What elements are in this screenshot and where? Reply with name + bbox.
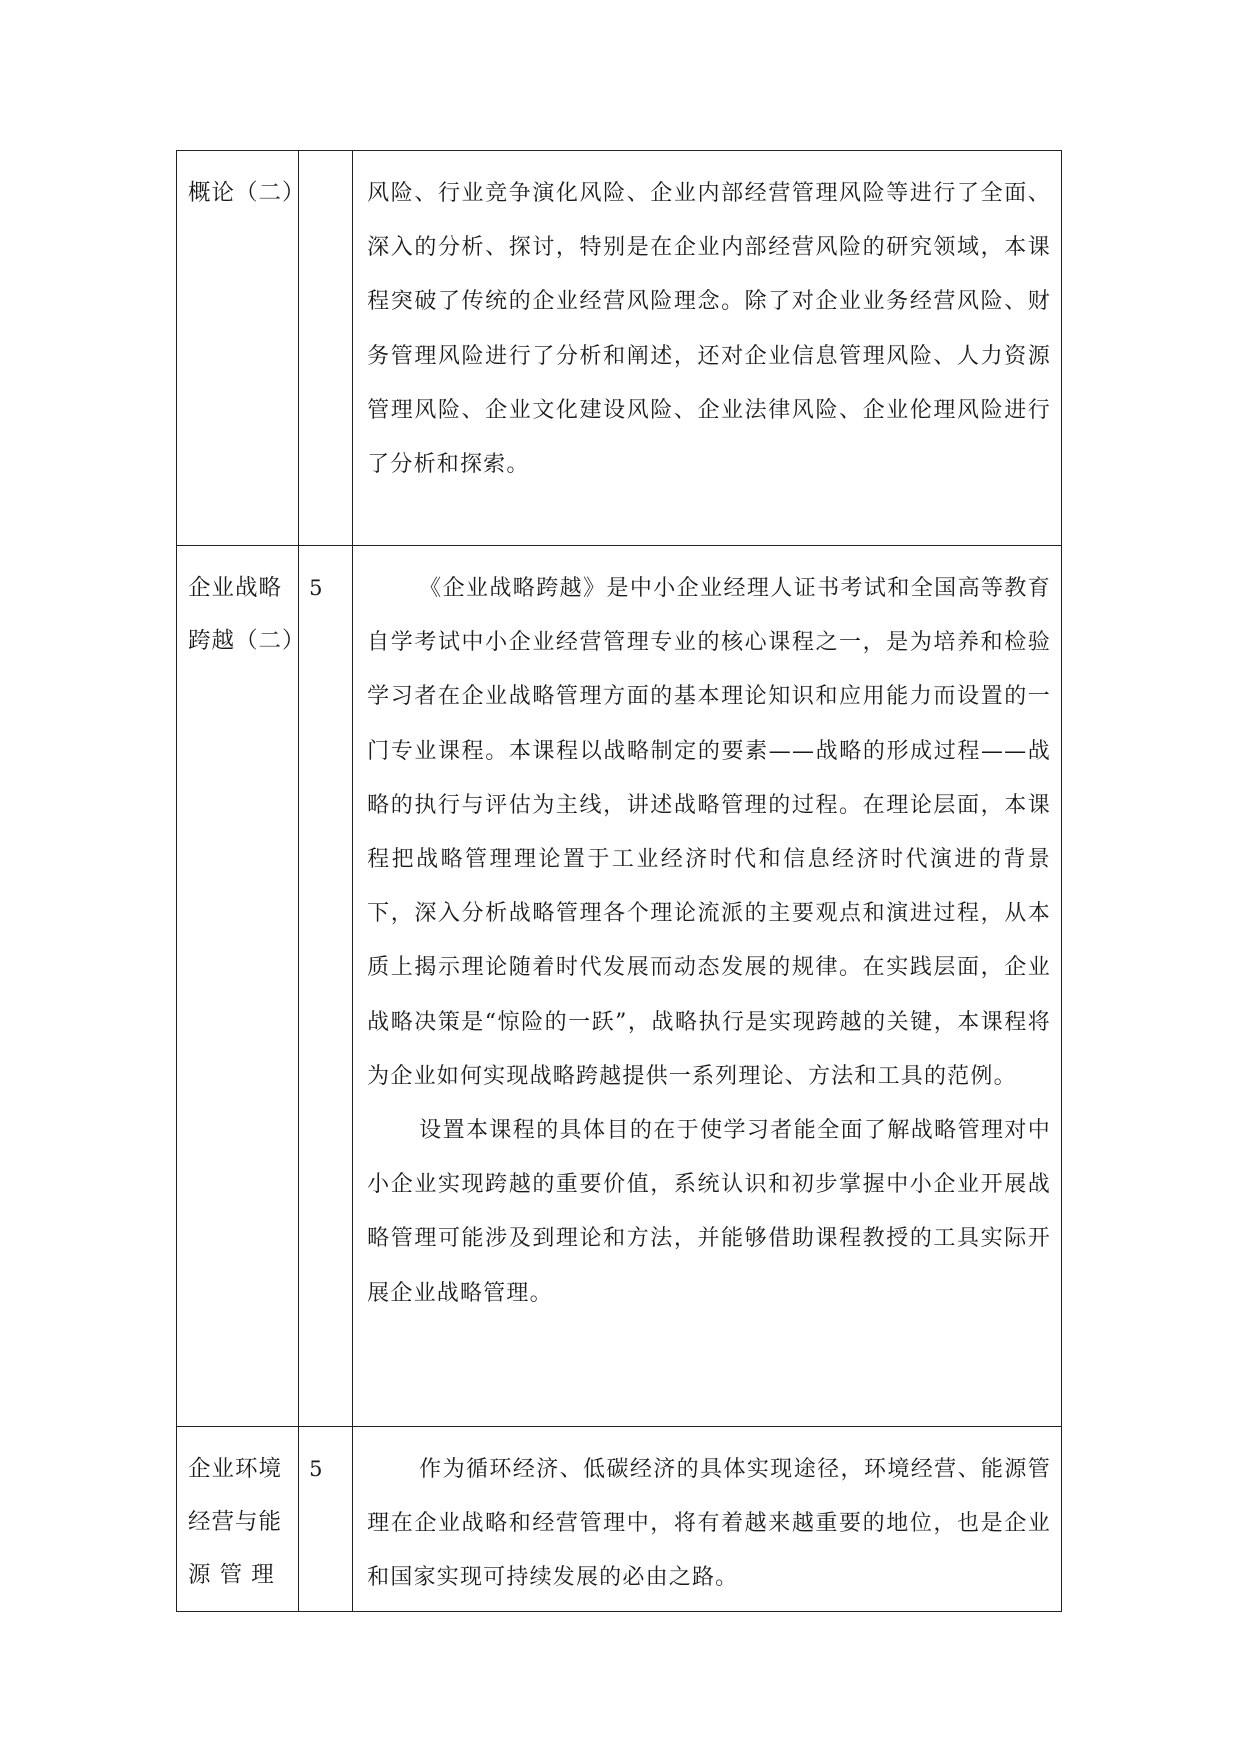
course-name-cell: [177, 1427, 299, 1612]
credit-cell: [299, 546, 353, 1427]
course-name-line: 企业战略: [188, 575, 283, 601]
course-name-line: 概论（二）: [188, 180, 306, 206]
course-name-cell: [177, 151, 306, 546]
course-name-cell: [177, 546, 306, 1427]
course-name-line: 企业环境: [188, 1456, 283, 1482]
table-row: [177, 546, 1062, 1427]
course-name-line: 源 管 理: [188, 1562, 275, 1588]
table-row: [177, 1427, 1062, 1612]
description-paragraph: 作为循环经济、低碳经济的具体实现途径，环境经营、能源管理在企业战略和经营管理中，将有着越来越重要的地位，也是企业和国家实现可持续发展的必由之路。: [367, 1457, 1051, 1591]
description-paragraph: 风险、行业竞争演化风险、企业内部经营管理风险等进行了全面、深入的分析、探讨，特别是在企业内部经营风险的研究领域，本课程突破了传统的企业经营风险理念。除了对企业业务经营风险、财务管理风险进行了分析和阐述，还对企业信息管理风险、人力资源管理风险、企业文化建设风险、企业法律风险、企业伦理风险进行了分析和探索。: [367, 181, 1051, 478]
description-cell: [353, 546, 1062, 1427]
description-paragraph: 设置本课程的具体目的在于使学习者能全面了解战略管理对中小企业实现跨越的重要价值，系统认识和初步掌握中小企业开展战略管理可能涉及到理论和方法，并能够借助课程教授的工具实际开展企业战略管理。: [367, 1118, 1051, 1306]
course-name-line: 跨越（二）: [188, 628, 306, 654]
description-cell: [353, 1427, 1062, 1612]
description-paragraph: 《企业战略跨越》是中小企业经理人证书考试和全国高等教育自学考试中小企业经营管理专业的核心课程之一，是为培养和检验学习者在企业战略管理方面的基本理论知识和应用能力而设置的一门专业课程。本课程以战略制定的要素——战略的形成过程——战略的执行与评估为主线，讲述战略管理的过程。在理论层面，本课程把战略管理理论置于工业经济时代和信息经济时代演进的背景下，深入分析战略管理各个理论流派的主要观点和演进过程，从本质上揭示理论随着时代发展而动态发展的规律。在实践层面，企业战略决策是“惊险的一跃”，战略执行是实现跨越的关键，本课程将为企业如何实现战略跨越提供一系列理论、方法和工具的范例。: [367, 576, 1051, 1089]
credit-value: 5: [309, 576, 323, 600]
course-name-line: 经营与能: [188, 1509, 283, 1535]
credit-cell: [299, 1427, 353, 1612]
course-table: [176, 150, 1062, 1612]
credit-value: 5: [309, 1457, 323, 1481]
description-cell: [353, 151, 1062, 546]
credit-cell: [299, 151, 353, 546]
table-row: [177, 151, 1062, 546]
